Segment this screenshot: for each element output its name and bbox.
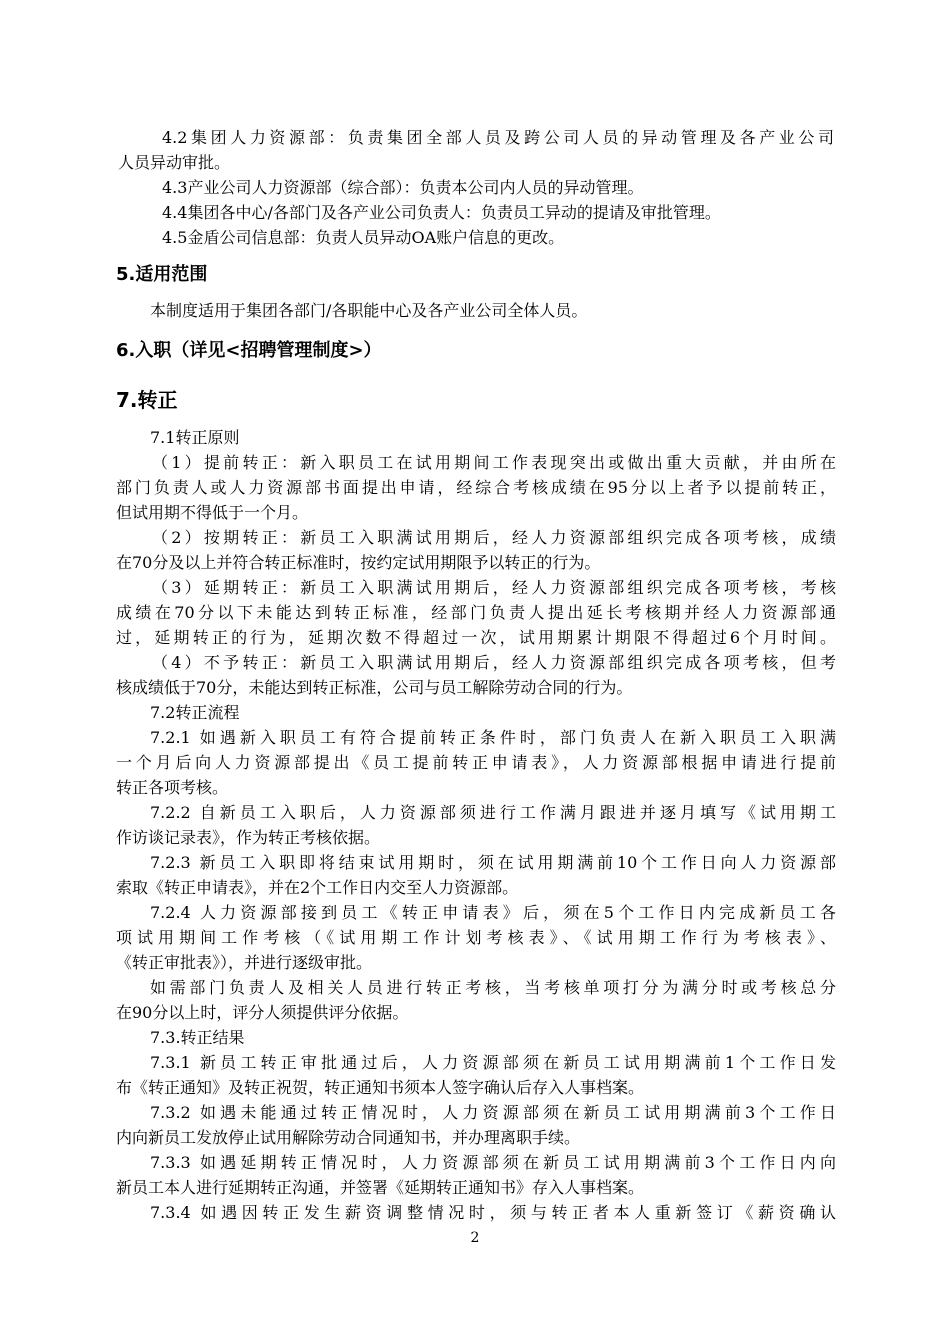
s7-2-2-line2: 作访谈记录表》，作为转正考核依据。: [116, 828, 381, 847]
note-line1: 如需部门负责人及相关人员进行转正考核，当考核单项打分为满分时或考核总分: [150, 978, 836, 997]
s7-2-4-line2: 项试用期间工作考核（《试用期工作计划考核表》、《试用期工作行为考核表》、: [116, 928, 836, 947]
p3-line1: （3）延期转正：新员工入职满试用期后，经人力资源部组织完成各项考核，考核: [152, 578, 836, 597]
item-4-3: 4.3产业公司人力资源部（综合部）：负责本公司内人员的异动管理。: [162, 178, 644, 197]
subsection-7-2: 7.2转正流程: [150, 703, 240, 722]
section-7-heading: 7.转正: [116, 388, 178, 412]
item-4-5: 4.5金盾公司信息部：负责人员异动OA账户信息的更改。: [162, 228, 565, 247]
p3-line2: 成绩在70分以下未能达到转正标准，经部门负责人提出延长考核期并经人力资源部通: [116, 603, 836, 622]
p1-line1: （1）提前转正：新入职员工在试用期间工作表现突出或做出重大贡献，并由所在: [152, 453, 836, 472]
section-5-heading: 5.适用范围: [116, 264, 208, 285]
p2-line1: （2）按期转正：新员工入职满试用期后，经人力资源部组织完成各项考核，成绩: [152, 528, 836, 547]
p4-line1: （4）不予转正：新员工入职满试用期后，经人力资源部组织完成各项考核，但考: [152, 653, 836, 672]
subsection-7-1: 7.1转正原则: [150, 428, 240, 447]
item-4-4: 4.4集团各中心/各部门及各产业公司负责人：负责员工异动的提请及审批管理。: [162, 203, 721, 222]
item-4-2-line2: 人员异动审批。: [118, 153, 231, 172]
s7-3-1-line1: 7.3.1 新员工转正审批通过后，人力资源部须在新员工试用期满前1个工作日发: [150, 1053, 836, 1072]
s7-2-1-line3: 转正各项考核。: [116, 778, 229, 797]
s7-2-1-line2: 一个月后向人力资源部提出《员工提前转正申请表》，人力资源部根据申请进行提前: [116, 753, 836, 772]
s7-2-4-line3: 《转正审批表》），并进行逐级审批。: [116, 953, 373, 972]
note-line2: 在90分以上时，评分人须提供评分依据。: [116, 1003, 409, 1022]
section-5-body: 本制度适用于集团各部门/各职能中心及各产业公司全体人员。: [150, 301, 588, 320]
page-number: 2: [470, 1230, 480, 1246]
section-6-heading: 6.入职（详见<招聘管理制度>）: [116, 340, 382, 361]
s7-2-1-line1: 7.2.1 如遇新入职员工有符合提前转正条件时，部门负责人在新入职员工入职满: [150, 728, 836, 747]
s7-3-3-line2: 新员工本人进行延期转正沟通，并签署《延期转正通知书》存入人事档案。: [116, 1178, 645, 1197]
s7-3-1-line2: 布《转正通知》及转正祝贺，转正通知书须本人签字确认后存入人事档案。: [116, 1078, 645, 1097]
p2-line2: 在70分及以上并符合转正标准时，按约定试用期限予以转正的行为。: [116, 553, 601, 572]
p1-line2: 部门负责人或人力资源部书面提出申请，经综合考核成绩在95分以上者予以提前转正，: [116, 478, 836, 497]
s7-3-2-line2: 内向新员工发放停止试用解除劳动合同通知书，并办理离职手续。: [116, 1128, 581, 1147]
p1-line3: 但试用期不得低于一个月。: [116, 503, 309, 522]
s7-2-3-line2: 索取《转正申请表》，并在2个工作日内交至人力资源部。: [116, 878, 519, 897]
p3-line3: 过，延期转正的行为，延期次数不得超过一次，试用期累计期限不得超过6个月时间。: [116, 628, 836, 647]
s7-2-4-line1: 7.2.4 人力资源部接到员工《转正申请表》后，须在5个工作日内完成新员工各: [150, 903, 836, 922]
subsection-7-3: 7.3.转正结果: [150, 1028, 245, 1047]
s7-2-3-line1: 7.2.3 新员工入职即将结束试用期时，须在试用期满前10个工作日向人力资源部: [150, 853, 836, 872]
p4-line2: 核成绩低于70分，未能达到转正标准，公司与员工解除劳动合同的行为。: [116, 678, 633, 697]
s7-3-4-line1: 7.3.4 如遇因转正发生薪资调整情况时，须与转正者本人重新签订《薪资确认: [150, 1203, 836, 1222]
s7-3-2-line1: 7.3.2 如遇未能通过转正情况时，人力资源部须在新员工试用期满前3个工作日: [150, 1103, 836, 1122]
item-4-2-line1: 4.2集团人力资源部：负责集团全部人员及跨公司人员的异动管理及各产业公司: [162, 128, 834, 147]
s7-2-2-line1: 7.2.2 自新员工入职后，人力资源部须进行工作满月跟进并逐月填写《试用期工: [150, 803, 836, 822]
s7-3-3-line1: 7.3.3 如遇延期转正情况时，人力资源部须在新员工试用期满前3个工作日内向: [150, 1153, 836, 1172]
